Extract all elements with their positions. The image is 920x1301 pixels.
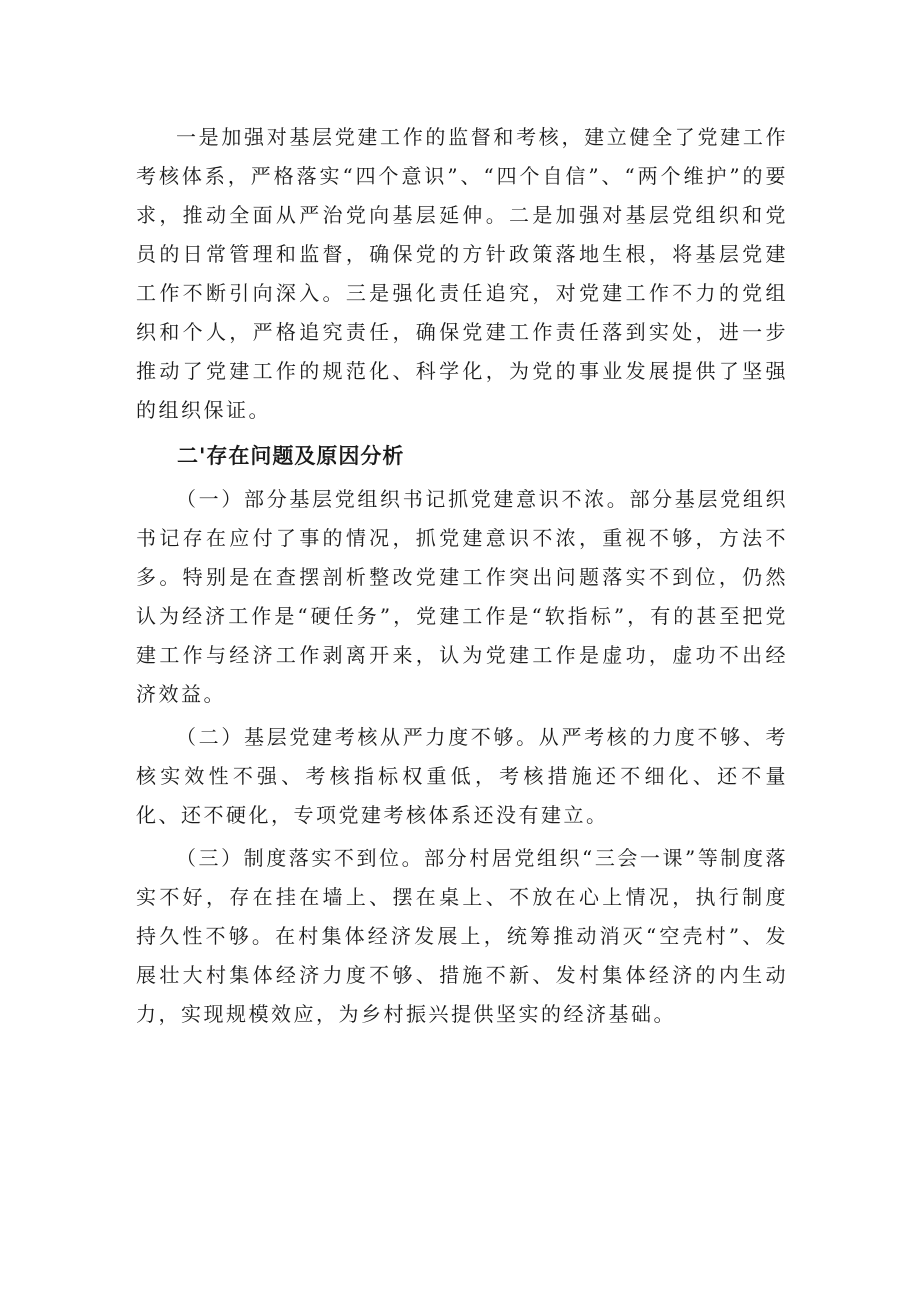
paragraph-problem-2: （二）基层党建考核从严力度不够。从严考核的力度不够、考核实效性不强、考核指标权重低，考核措施还不细化、还不量化、还不硬化，专项党建考核体系还没有建立。: [136, 725, 788, 827]
document-body: [136, 118, 788, 1034]
paragraph-problem-3: （三）制度落实不到位。部分村居党组织“三会一课”等制度落实不好，存在挂在墙上、摆在桌上、不放在心上情况，执行制度持久性不够。在村集体经济发展上，统筹推动消灭“空壳村”、发展壮大村集体经济力度不够、措施不新、发村集体经济的内生动力，实现规模效应，为乡村振兴提供坚实的经济基础。: [136, 846, 788, 1026]
paragraph-supervision: 一是加强对基层党建工作的监督和考核，建立健全了党建工作考核体系，严格落实“四个意识”、“四个自信”、“两个维护”的要求，推动全面从严治党向基层延伸。二是加强对基层党组织和党员的日常管理和监督，确保党的方针政策落地生根，将基层党建工作不断引向深入。三是强化责任追究，对党建工作不力的党组织和个人，严格追究责任，确保党建工作责任落到实处，进一步推动了党建工作的规范化、科学化，为党的事业发展提供了坚强的组织保证。: [136, 125, 788, 422]
paragraph-problem-1: （一）部分基层党组织书记抓党建意识不浓。部分基层党组织书记存在应付了事的情况，抓党建意识不浓，重视不够，方法不多。特别是在查摆剖析整改党建工作突出问题落实不到位，仍然认为经济工作是“硬任务”，党建工作是“软指标”，有的甚至把党建工作与经济工作剥离开来，认为党建工作是虚功，虚功不出经济效益。: [136, 487, 788, 706]
section-heading-problems: 二'存在问题及原因分析: [177, 444, 405, 468]
